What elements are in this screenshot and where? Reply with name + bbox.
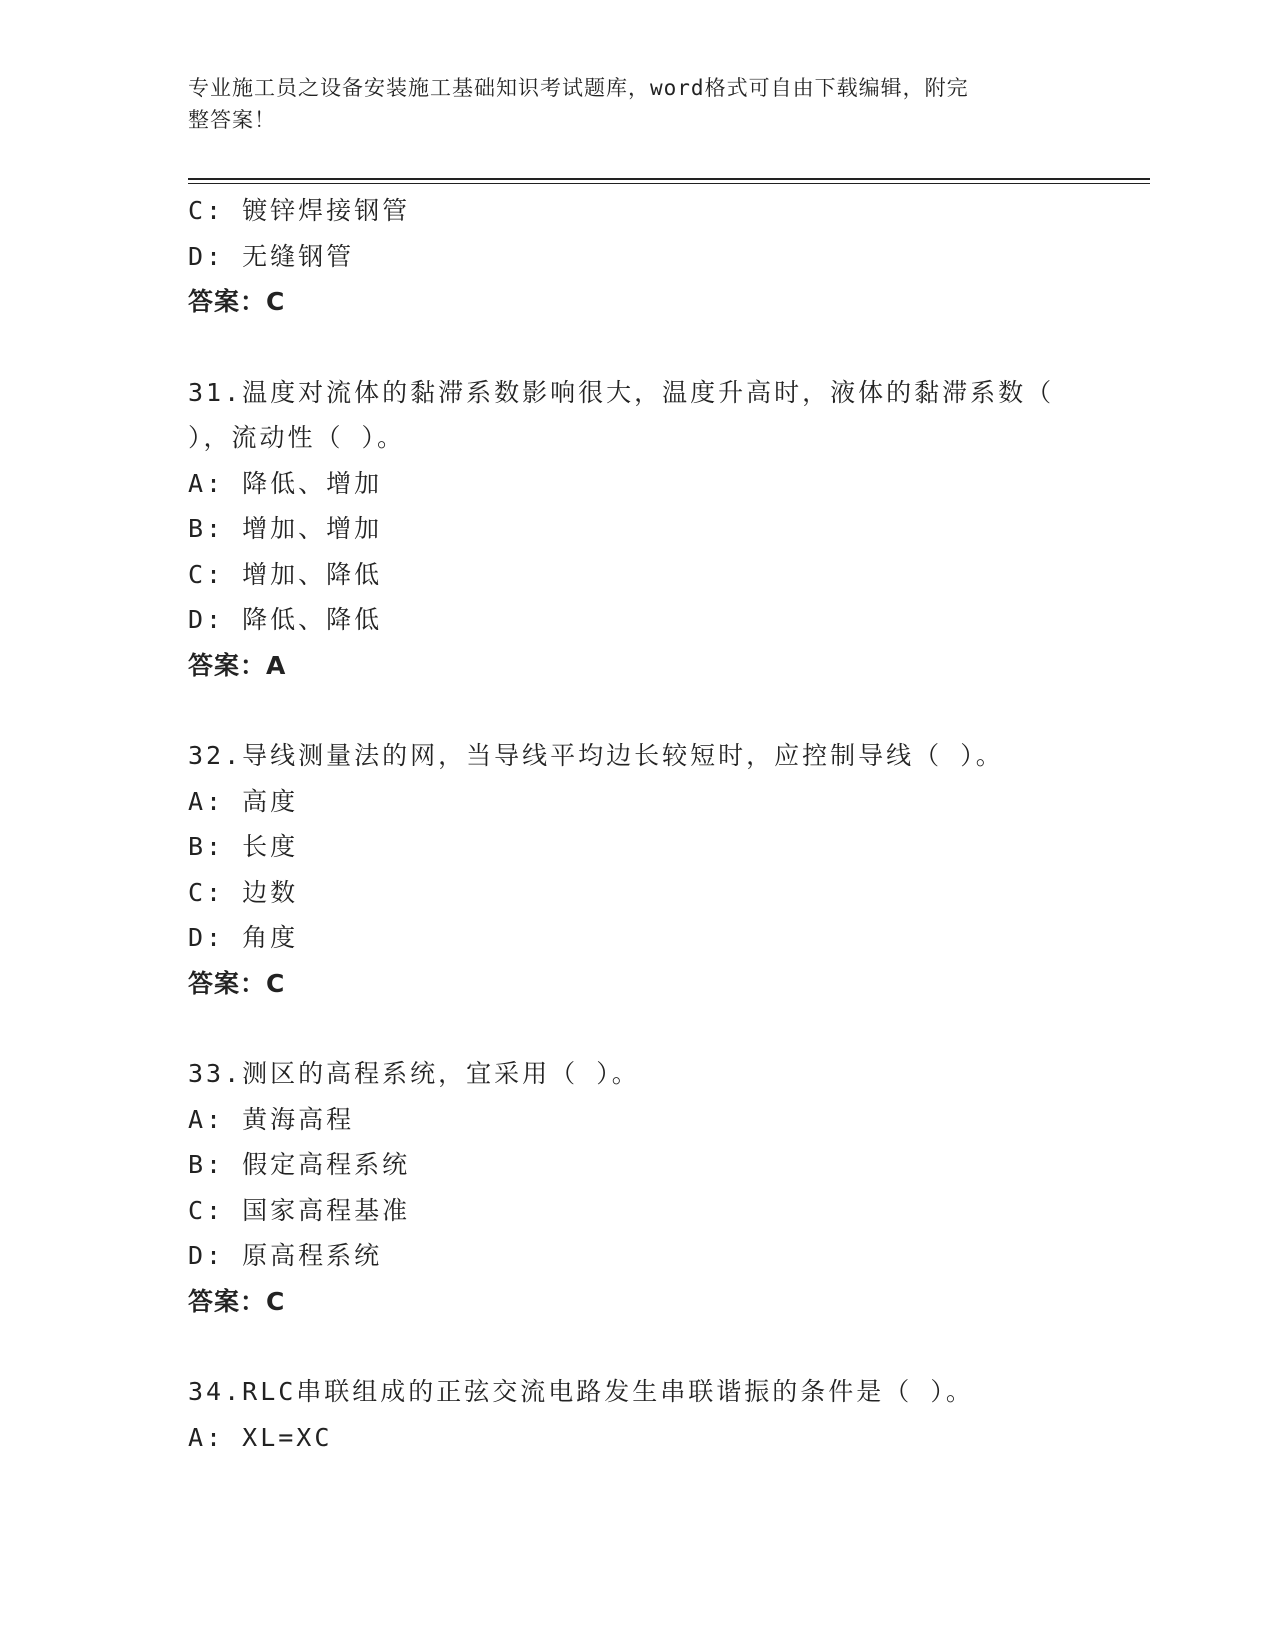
option-line: B: 增加、增加 xyxy=(188,514,383,543)
question-text: 33.测区的高程系统，宜采用（ ）。 xyxy=(188,1059,640,1088)
option-line: A: XL=XC xyxy=(188,1422,333,1452)
option-line: D: 角度 xyxy=(188,923,299,952)
header-divider-thin xyxy=(188,183,1150,184)
header-line-2: 整答案！ xyxy=(188,108,276,132)
option-line: C: 增加、降低 xyxy=(188,559,383,589)
option-line: D: 无缝钢管 xyxy=(188,241,355,271)
document-header xyxy=(188,72,1068,136)
question-block xyxy=(188,188,1088,325)
question-block xyxy=(188,1051,1088,1324)
header-line-1: 专业施工员之设备安装施工基础知识考试题库，word格式可自由下载编辑，附完 xyxy=(188,76,969,100)
question-block xyxy=(188,733,1088,1006)
option-line: C: 国家高程基准 xyxy=(188,1195,411,1225)
option-line: C: 边数 xyxy=(188,877,299,907)
header-divider-thick xyxy=(188,178,1150,180)
option-line: D: 降低、降低 xyxy=(188,605,383,634)
question-text: ），流动性（ ）。 xyxy=(188,423,406,452)
answer-line: 答案：C xyxy=(188,287,286,316)
answer-line: 答案：C xyxy=(188,1286,286,1316)
option-line: C: 镀锌焊接钢管 xyxy=(188,196,411,225)
option-line: D: 原高程系统 xyxy=(188,1241,383,1270)
question-text: 34.RLC串联组成的正弦交流电路发生串联谐振的条件是（ ）。 xyxy=(188,1377,974,1406)
question-block xyxy=(188,370,1088,689)
option-line: A: 高度 xyxy=(188,786,299,816)
question-text: 31.温度对流体的黏滞系数影响很大，温度升高时，液体的黏滞系数（ xyxy=(188,377,1055,407)
option-line: B: 长度 xyxy=(188,832,299,861)
option-line: B: 假定高程系统 xyxy=(188,1150,411,1179)
answer-line: 答案：A xyxy=(188,650,287,680)
question-block xyxy=(188,1369,1088,1460)
question-list xyxy=(188,188,1088,1460)
option-line: A: 降低、增加 xyxy=(188,468,383,498)
answer-line: 答案：C xyxy=(188,968,286,998)
option-line: A: 黄海高程 xyxy=(188,1104,355,1134)
question-text: 32.导线测量法的网，当导线平均边长较短时，应控制导线（ ）。 xyxy=(188,741,1004,770)
